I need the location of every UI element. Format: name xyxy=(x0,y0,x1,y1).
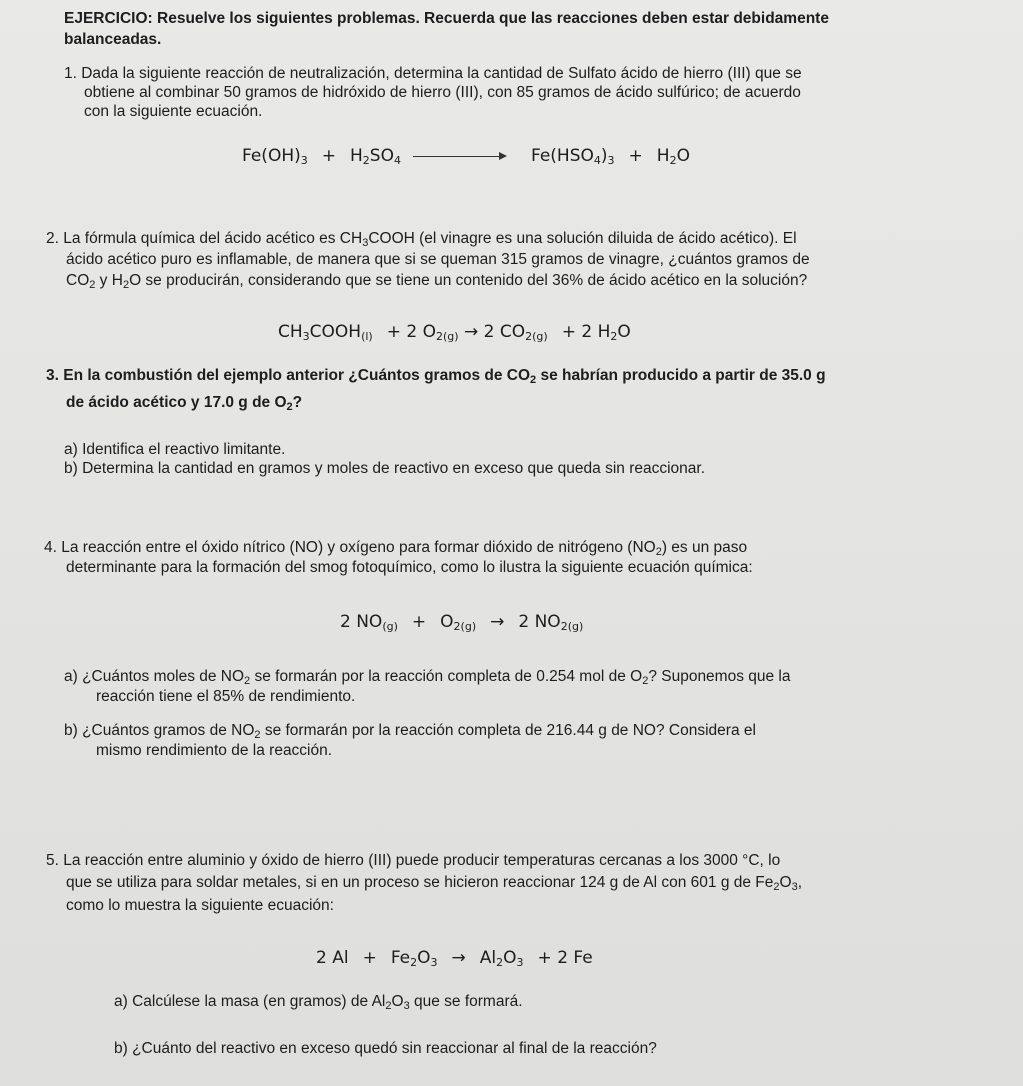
problem-4-part-b-line-1: b) ¿Cuántos gramos de $NO_2$ se formarán por la reacción completa de 216.44 g de NO? Considera el xyxy=(64,722,756,741)
problem-4-line-2: determinante para la formación del smog fotoquímico, como lo ilustra la siguiente ecuación química: xyxy=(66,559,753,576)
problem-2-line-1: 2. La fórmula química del ácido acético es $CH_3COOH$ (el vinagre es una solución diluida de ácido acético). El xyxy=(46,230,797,249)
equation-4: 2 $NO_{(g)} + O_{2(g)} \to 2$ $NO_{2(g)}$ xyxy=(340,612,584,633)
problem-1-line-2: obtiene al combinar 50 gramos de hidróxido de hierro (III), con 85 gramos de ácido sulfúrico; de acuerdo xyxy=(84,84,801,101)
problem-1-line-1: 1. Dada la siguiente reacción de neutralización, determina la cantidad de Sulfato ácido de hierro (III) que se xyxy=(64,65,802,82)
equation-5: 2 $Al + Fe_2O_3 \to Al_2O_3 + 2$ Fe xyxy=(316,948,593,969)
problem-5-part-b: b) ¿Cuánto del reactivo en exceso quedó sin reaccionar al final de la reacción? xyxy=(114,1040,657,1057)
problem-5-line-1: 5. La reacción entre aluminio y óxido de hierro (III) puede producir temperaturas cercanas a los 3000 °C, lo xyxy=(46,852,781,869)
problem-4-part-b-line-2: mismo rendimiento de la reacción. xyxy=(96,742,333,759)
problem-2-line-2: ácido acético puro es inflamable, de manera que si se queman 315 gramos de vinagre, ¿cuántos gramos de xyxy=(66,251,810,268)
exercise-header xyxy=(64,10,829,28)
equation-1: $Fe(OH)_3 + H_2SO_4$ $Fe(HSO_4)_3 + H_2O$ xyxy=(242,146,690,167)
header-line-2: balanceadas. xyxy=(64,31,162,48)
problem-4-part-a-line-2: reacción tiene el 85% de rendimiento. xyxy=(96,688,356,705)
problem-5-part-a: a) Calcúlese la masa (en gramos) de $Al_2O_3$ que se formará. xyxy=(114,993,523,1012)
problem-3-part-a: a) Identifica el reactivo limitante. xyxy=(64,441,286,458)
problem-4-line-1: 4. La reacción entre el óxido nítrico (NO) y oxígeno para formar dióxido de nitrógeno $(NO_2)$ es un paso xyxy=(44,539,748,558)
header-line-1: EJERCICIO: Resuelve los siguientes problemas. Recuerda que las reacciones deben estar debidamente xyxy=(64,10,829,27)
problem-5-line-2: que se utiliza para soldar metales, si en un proceso se hicieron reaccionar 124 g de Al con 601 g de $Fe_2O_3$, xyxy=(66,874,803,893)
problem-3-line-2: de ácido acético y 17.0 g de $O_2$? xyxy=(66,394,303,413)
problem-2-line-3: $CO_2$ y $H_2O$ se producirán, considerando que se tiene un contenido del 36% de ácido acético en la solución? xyxy=(66,272,808,291)
reaction-arrow xyxy=(413,156,505,157)
equation-2: $CH_3COOH_{(l)} + 2$ $O_{2(g)} \to 2$ $CO_{2(g)} + 2$ $H_2O$ xyxy=(278,322,631,343)
problem-3-line-1: 3. En la combustión del ejemplo anterior ¿Cuántos gramos de $CO_2$ se habrían producido a partir de 35.0 g xyxy=(46,367,826,386)
problem-1-line-3: con la siguiente ecuación. xyxy=(84,103,263,120)
problem-3-part-b: b) Determina la cantidad en gramos y moles de reactivo en exceso que queda sin reaccionar. xyxy=(64,460,706,477)
problem-5-line-3: como lo muestra la siguiente ecuación: xyxy=(66,897,334,914)
problem-4-part-a-line-1: a) ¿Cuántos moles de $NO_2$ se formarán por la reacción completa de 0.254 mol de $O_2$? Suponemos que la xyxy=(64,668,791,687)
